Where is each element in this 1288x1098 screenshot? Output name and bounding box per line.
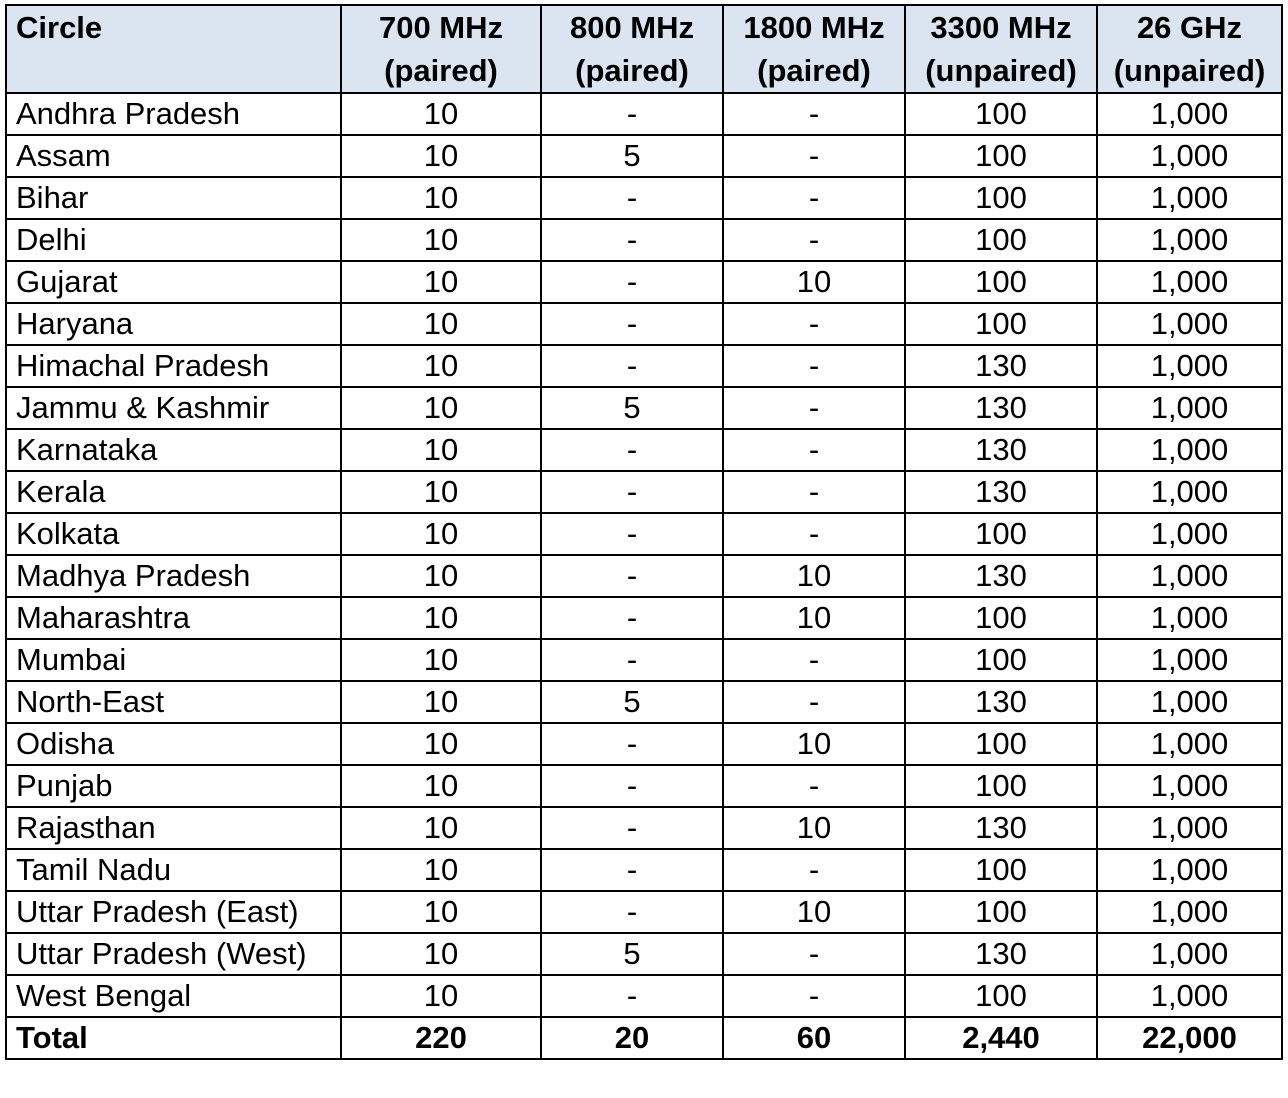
cell-1800mhz: -: [723, 303, 905, 345]
table-row: [6, 471, 1282, 513]
cell-700mhz: 10: [341, 261, 541, 303]
header-line2: (paired): [384, 53, 498, 88]
cell-700mhz: 10: [341, 303, 541, 345]
cell-800mhz: -: [541, 345, 723, 387]
cell-26ghz: 1,000: [1097, 471, 1282, 513]
cell-26ghz: 1,000: [1097, 681, 1282, 723]
header-line1: 1800 MHz: [743, 10, 885, 45]
cell-800mhz: -: [541, 555, 723, 597]
cell-700mhz: 10: [341, 639, 541, 681]
cell-3300mhz: 130: [905, 555, 1097, 597]
cell-700mhz: 10: [341, 429, 541, 471]
circle-cell: Tamil Nadu: [6, 849, 341, 891]
cell-1800mhz: -: [723, 471, 905, 513]
cell-26ghz: 1,000: [1097, 639, 1282, 681]
cell-700mhz: 10: [341, 177, 541, 219]
total-800mhz: 20: [541, 1017, 723, 1059]
table-row: [6, 345, 1282, 387]
cell-3300mhz: 130: [905, 471, 1097, 513]
table-row: [6, 933, 1282, 975]
cell-26ghz: 1,000: [1097, 933, 1282, 975]
circle-cell: Rajasthan: [6, 807, 341, 849]
circle-cell: Uttar Pradesh (East): [6, 891, 341, 933]
cell-800mhz: -: [541, 891, 723, 933]
cell-26ghz: 1,000: [1097, 765, 1282, 807]
cell-1800mhz: -: [723, 933, 905, 975]
cell-3300mhz: 100: [905, 849, 1097, 891]
circle-cell: Kerala: [6, 471, 341, 513]
cell-800mhz: -: [541, 849, 723, 891]
cell-800mhz: -: [541, 261, 723, 303]
cell-1800mhz: 10: [723, 261, 905, 303]
table-footer: [6, 1017, 1282, 1059]
circle-cell: Andhra Pradesh: [6, 93, 341, 135]
cell-26ghz: 1,000: [1097, 513, 1282, 555]
circle-cell: Maharashtra: [6, 597, 341, 639]
cell-1800mhz: -: [723, 765, 905, 807]
cell-1800mhz: -: [723, 177, 905, 219]
table-row: [6, 513, 1282, 555]
cell-800mhz: -: [541, 723, 723, 765]
cell-1800mhz: 10: [723, 597, 905, 639]
cell-1800mhz: -: [723, 219, 905, 261]
cell-700mhz: 10: [341, 93, 541, 135]
header-26ghz: [1097, 5, 1282, 93]
header-700mhz: [341, 5, 541, 93]
cell-800mhz: 5: [541, 933, 723, 975]
cell-1800mhz: 10: [723, 723, 905, 765]
cell-1800mhz: -: [723, 429, 905, 471]
table-header: [6, 5, 1282, 93]
cell-3300mhz: 100: [905, 261, 1097, 303]
table-body: [6, 93, 1282, 1017]
circle-cell: West Bengal: [6, 975, 341, 1017]
circle-cell: Karnataka: [6, 429, 341, 471]
cell-800mhz: -: [541, 177, 723, 219]
header-row: [6, 5, 1282, 93]
circle-cell: Himachal Pradesh: [6, 345, 341, 387]
cell-3300mhz: 100: [905, 303, 1097, 345]
cell-3300mhz: 100: [905, 765, 1097, 807]
total-26ghz: 22,000: [1097, 1017, 1282, 1059]
cell-26ghz: 1,000: [1097, 429, 1282, 471]
header-1800mhz: [723, 5, 905, 93]
cell-3300mhz: 130: [905, 429, 1097, 471]
cell-700mhz: 10: [341, 765, 541, 807]
cell-800mhz: -: [541, 597, 723, 639]
cell-1800mhz: -: [723, 639, 905, 681]
circle-cell: Odisha: [6, 723, 341, 765]
cell-800mhz: -: [541, 93, 723, 135]
header-line2: (paired): [575, 53, 689, 88]
table-row: [6, 807, 1282, 849]
circle-cell: Jammu & Kashmir: [6, 387, 341, 429]
total-3300mhz: 2,440: [905, 1017, 1097, 1059]
total-700mhz: 220: [341, 1017, 541, 1059]
cell-3300mhz: 100: [905, 177, 1097, 219]
cell-1800mhz: 10: [723, 891, 905, 933]
header-line1: 700 MHz: [378, 10, 504, 45]
cell-700mhz: 10: [341, 513, 541, 555]
header-800mhz: [541, 5, 723, 93]
total-1800mhz: 60: [723, 1017, 905, 1059]
cell-1800mhz: -: [723, 849, 905, 891]
cell-3300mhz: 130: [905, 345, 1097, 387]
cell-1800mhz: 10: [723, 807, 905, 849]
cell-800mhz: -: [541, 807, 723, 849]
cell-26ghz: 1,000: [1097, 387, 1282, 429]
cell-700mhz: 10: [341, 933, 541, 975]
header-line1: 3300 MHz: [930, 10, 1072, 45]
total-row: [6, 1017, 1282, 1059]
cell-26ghz: 1,000: [1097, 723, 1282, 765]
circle-cell: Uttar Pradesh (West): [6, 933, 341, 975]
table-row: [6, 387, 1282, 429]
cell-800mhz: -: [541, 429, 723, 471]
header-3300mhz: [905, 5, 1097, 93]
cell-3300mhz: 100: [905, 597, 1097, 639]
cell-26ghz: 1,000: [1097, 849, 1282, 891]
circle-cell: Delhi: [6, 219, 341, 261]
cell-800mhz: -: [541, 303, 723, 345]
circle-cell: Gujarat: [6, 261, 341, 303]
table-row: [6, 429, 1282, 471]
table-row: [6, 597, 1282, 639]
table-row: [6, 891, 1282, 933]
table-row: [6, 765, 1282, 807]
cell-26ghz: 1,000: [1097, 219, 1282, 261]
cell-3300mhz: 130: [905, 933, 1097, 975]
cell-3300mhz: 130: [905, 681, 1097, 723]
cell-700mhz: 10: [341, 891, 541, 933]
header-line2: (unpaired): [925, 53, 1077, 88]
header-line1: Circle: [16, 10, 103, 45]
cell-800mhz: 5: [541, 387, 723, 429]
circle-cell: Bihar: [6, 177, 341, 219]
cell-3300mhz: 100: [905, 219, 1097, 261]
cell-26ghz: 1,000: [1097, 93, 1282, 135]
total-label: Total: [6, 1017, 341, 1059]
table-row: [6, 177, 1282, 219]
cell-700mhz: 10: [341, 807, 541, 849]
table-row: [6, 135, 1282, 177]
circle-cell: Punjab: [6, 765, 341, 807]
cell-3300mhz: 130: [905, 387, 1097, 429]
cell-800mhz: 5: [541, 135, 723, 177]
cell-3300mhz: 130: [905, 807, 1097, 849]
table-row: [6, 303, 1282, 345]
header-line1: 800 MHz: [569, 10, 695, 45]
cell-3300mhz: 100: [905, 513, 1097, 555]
cell-800mhz: -: [541, 471, 723, 513]
circle-cell: Madhya Pradesh: [6, 555, 341, 597]
cell-26ghz: 1,000: [1097, 807, 1282, 849]
cell-26ghz: 1,000: [1097, 891, 1282, 933]
cell-26ghz: 1,000: [1097, 177, 1282, 219]
circle-cell: Kolkata: [6, 513, 341, 555]
cell-700mhz: 10: [341, 471, 541, 513]
cell-3300mhz: 100: [905, 723, 1097, 765]
table-row: [6, 723, 1282, 765]
cell-800mhz: -: [541, 765, 723, 807]
table-row: [6, 639, 1282, 681]
cell-1800mhz: -: [723, 387, 905, 429]
cell-1800mhz: -: [723, 681, 905, 723]
table-row: [6, 849, 1282, 891]
cell-700mhz: 10: [341, 975, 541, 1017]
cell-800mhz: -: [541, 219, 723, 261]
table-row: [6, 93, 1282, 135]
table-row: [6, 975, 1282, 1017]
table-row: [6, 261, 1282, 303]
cell-26ghz: 1,000: [1097, 597, 1282, 639]
cell-3300mhz: 100: [905, 975, 1097, 1017]
cell-700mhz: 10: [341, 723, 541, 765]
cell-26ghz: 1,000: [1097, 345, 1282, 387]
table-row: [6, 555, 1282, 597]
header-circle: [6, 5, 341, 93]
cell-700mhz: 10: [341, 555, 541, 597]
header-line2: (unpaired): [1113, 53, 1266, 88]
header-line2: (paired): [757, 53, 871, 88]
cell-3300mhz: 100: [905, 93, 1097, 135]
cell-1800mhz: -: [723, 345, 905, 387]
cell-800mhz: 5: [541, 681, 723, 723]
cell-1800mhz: -: [723, 93, 905, 135]
cell-800mhz: -: [541, 513, 723, 555]
cell-700mhz: 10: [341, 849, 541, 891]
cell-26ghz: 1,000: [1097, 261, 1282, 303]
cell-700mhz: 10: [341, 345, 541, 387]
spectrum-table: [5, 4, 1283, 1060]
table-row: [6, 681, 1282, 723]
circle-cell: North-East: [6, 681, 341, 723]
cell-26ghz: 1,000: [1097, 303, 1282, 345]
circle-cell: Assam: [6, 135, 341, 177]
cell-3300mhz: 100: [905, 891, 1097, 933]
cell-3300mhz: 100: [905, 135, 1097, 177]
cell-1800mhz: -: [723, 975, 905, 1017]
cell-700mhz: 10: [341, 219, 541, 261]
cell-26ghz: 1,000: [1097, 975, 1282, 1017]
cell-26ghz: 1,000: [1097, 555, 1282, 597]
cell-700mhz: 10: [341, 135, 541, 177]
cell-800mhz: -: [541, 639, 723, 681]
cell-1800mhz: -: [723, 135, 905, 177]
cell-700mhz: 10: [341, 681, 541, 723]
cell-26ghz: 1,000: [1097, 135, 1282, 177]
cell-1800mhz: 10: [723, 555, 905, 597]
circle-cell: Haryana: [6, 303, 341, 345]
circle-cell: Mumbai: [6, 639, 341, 681]
table-row: [6, 219, 1282, 261]
cell-3300mhz: 100: [905, 639, 1097, 681]
cell-700mhz: 10: [341, 597, 541, 639]
cell-700mhz: 10: [341, 387, 541, 429]
cell-800mhz: -: [541, 975, 723, 1017]
header-line1: 26 GHz: [1136, 10, 1243, 45]
cell-1800mhz: -: [723, 513, 905, 555]
